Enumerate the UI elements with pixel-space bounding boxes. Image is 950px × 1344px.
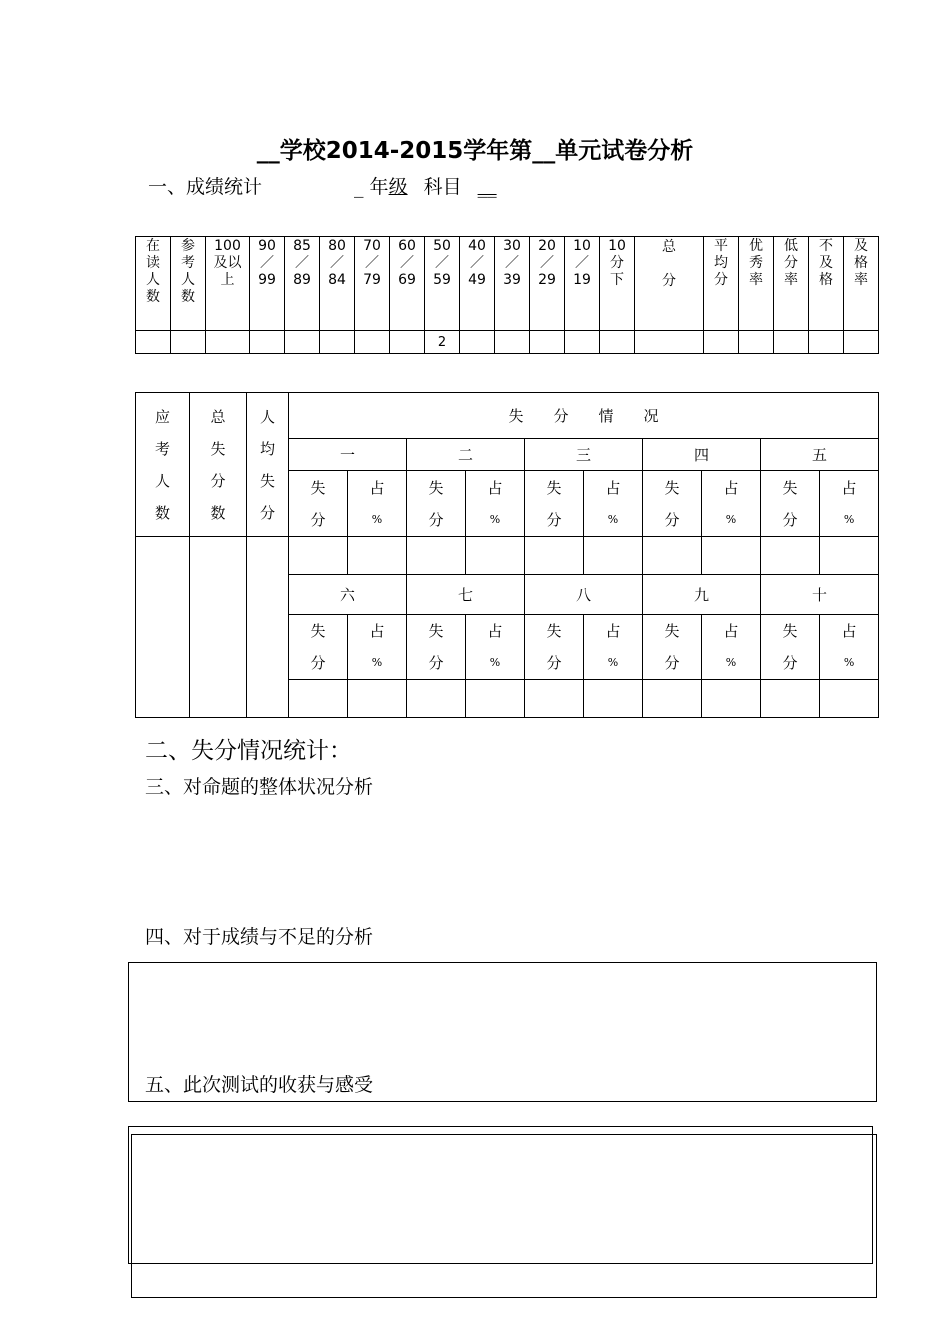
header-cell: 总失分数 (190, 393, 247, 537)
table-cell[interactable] (407, 537, 466, 575)
grade-prefix: _ 年 (354, 176, 389, 198)
loss-group-title: 失 分 情 况 (289, 393, 879, 439)
table-cell[interactable] (136, 537, 190, 718)
table-cell[interactable] (206, 331, 250, 354)
question-label: 九 (643, 575, 761, 615)
sub-header-pct: 占 % (466, 615, 525, 680)
table-cell[interactable] (739, 331, 774, 354)
sub-header-loss: 失分 (525, 615, 584, 680)
table-cell[interactable] (702, 680, 761, 718)
header-cell: 70／79 (355, 237, 390, 331)
page-title: __学校2014-2015学年第__单元试卷分析 (256, 138, 694, 164)
subject-blank: __ (477, 176, 497, 198)
table-cell[interactable] (460, 331, 495, 354)
table-cell[interactable] (355, 331, 390, 354)
sub-header-pct: 占 % (820, 471, 879, 537)
header-cell: 优秀率 (739, 237, 774, 331)
header-cell: 低分率 (774, 237, 809, 331)
table-cell[interactable] (289, 680, 348, 718)
header-cell: 不及格 (809, 237, 844, 331)
section-3-heading: 三、对命题的整体状况分析 (145, 776, 374, 798)
table-cell[interactable] (820, 537, 879, 575)
header-cell: 平均分 (704, 237, 739, 331)
question-label: 七 (407, 575, 525, 615)
question-label: 五 (761, 439, 879, 471)
header-cell: 及格率 (844, 237, 879, 331)
question-label: 六 (289, 575, 407, 615)
sub-header-loss: 失分 (761, 615, 820, 680)
sub-header-pct: 占 % (584, 615, 643, 680)
header-cell: 在读人数 (136, 237, 171, 331)
table-cell[interactable] (635, 331, 704, 354)
table-row (136, 393, 879, 439)
sub-header-loss: 失分 (643, 615, 702, 680)
question-label: 八 (525, 575, 643, 615)
question-label: 十 (761, 575, 879, 615)
table-cell[interactable] (809, 331, 844, 354)
table-cell[interactable] (704, 331, 739, 354)
table-cell[interactable] (643, 680, 702, 718)
score-table-header-row (136, 237, 879, 331)
table-cell[interactable] (285, 331, 320, 354)
table-cell[interactable] (348, 680, 407, 718)
header-cell: 参考人数 (171, 237, 206, 331)
table-cell[interactable] (761, 537, 820, 575)
table-cell[interactable] (761, 680, 820, 718)
section-2-heading: 二、失分情况统计： (145, 738, 352, 764)
table-cell[interactable] (250, 331, 285, 354)
header-cell: 60／69 (390, 237, 425, 331)
sub-header-pct: 占 % (584, 471, 643, 537)
section-4-heading: 四、对于成绩与不足的分析 (145, 926, 374, 948)
loss-analysis-table (135, 392, 879, 718)
table-cell[interactable] (820, 680, 879, 718)
table-cell[interactable] (289, 537, 348, 575)
header-cell: 10／19 (565, 237, 600, 331)
table-cell[interactable] (774, 331, 809, 354)
section-5-heading: 五、此次测试的收获与感受 (145, 1074, 374, 1096)
table-row (136, 331, 879, 354)
sub-header-pct: 占 % (348, 471, 407, 537)
sub-header-loss: 失分 (407, 615, 466, 680)
table-cell[interactable] (466, 537, 525, 575)
header-cell: 40／49 (460, 237, 495, 331)
table-cell[interactable] (844, 331, 879, 354)
header-cell: 20／29 (530, 237, 565, 331)
table-cell[interactable] (530, 331, 565, 354)
table-cell[interactable] (525, 537, 584, 575)
table-cell[interactable] (171, 331, 206, 354)
sub-header-pct: 占 % (702, 471, 761, 537)
section-1-line (148, 172, 497, 199)
sub-header-loss: 失分 (407, 471, 466, 537)
sub-header-pct: 占 % (466, 471, 525, 537)
sub-header-pct: 占 % (702, 615, 761, 680)
sub-header-loss: 失分 (289, 471, 348, 537)
header-cell: 应考人数 (136, 393, 190, 537)
table-cell[interactable] (320, 331, 355, 354)
header-cell: 30／39 (495, 237, 530, 331)
sub-header-loss: 失分 (525, 471, 584, 537)
table-cell[interactable] (565, 331, 600, 354)
table-cell[interactable] (407, 680, 466, 718)
section-5-answer-box-outer[interactable] (131, 1134, 877, 1298)
table-cell[interactable] (584, 680, 643, 718)
table-cell[interactable] (390, 331, 425, 354)
question-label: 四 (643, 439, 761, 471)
subject-label: 科目 (423, 176, 462, 198)
table-cell[interactable] (466, 680, 525, 718)
table-cell[interactable] (702, 537, 761, 575)
header-cell: 100及以上 (206, 237, 250, 331)
sub-header-loss: 失分 (761, 471, 820, 537)
header-cell: 50／59 (425, 237, 460, 331)
sub-header-pct: 占 % (348, 615, 407, 680)
table-cell[interactable] (247, 537, 289, 718)
header-cell: 90／99 (250, 237, 285, 331)
sub-header-loss: 失分 (289, 615, 348, 680)
table-row (136, 537, 879, 575)
question-label: 三 (525, 439, 643, 471)
table-cell[interactable] (348, 537, 407, 575)
table-cell[interactable] (190, 537, 247, 718)
header-cell: 85／89 (285, 237, 320, 331)
table-cell[interactable] (600, 331, 635, 354)
sub-header-pct: 占 % (820, 615, 879, 680)
table-cell[interactable] (584, 537, 643, 575)
question-label: 二 (407, 439, 525, 471)
score-statistics-table (135, 236, 879, 354)
header-cell: 10分下 (600, 237, 635, 331)
question-label: 一 (289, 439, 407, 471)
sub-header-loss: 失分 (643, 471, 702, 537)
header-cell: 人均失分 (247, 393, 289, 537)
grade-word: 级 (388, 176, 408, 198)
section-1-label: 一、成绩统计 (148, 176, 263, 198)
table-cell[interactable] (495, 331, 530, 354)
header-cell: 80／84 (320, 237, 355, 331)
header-cell: 总 分 (635, 237, 704, 331)
table-cell[interactable] (643, 537, 702, 575)
table-cell[interactable]: 2 (425, 331, 460, 354)
table-cell[interactable] (525, 680, 584, 718)
table-cell[interactable] (136, 331, 171, 354)
